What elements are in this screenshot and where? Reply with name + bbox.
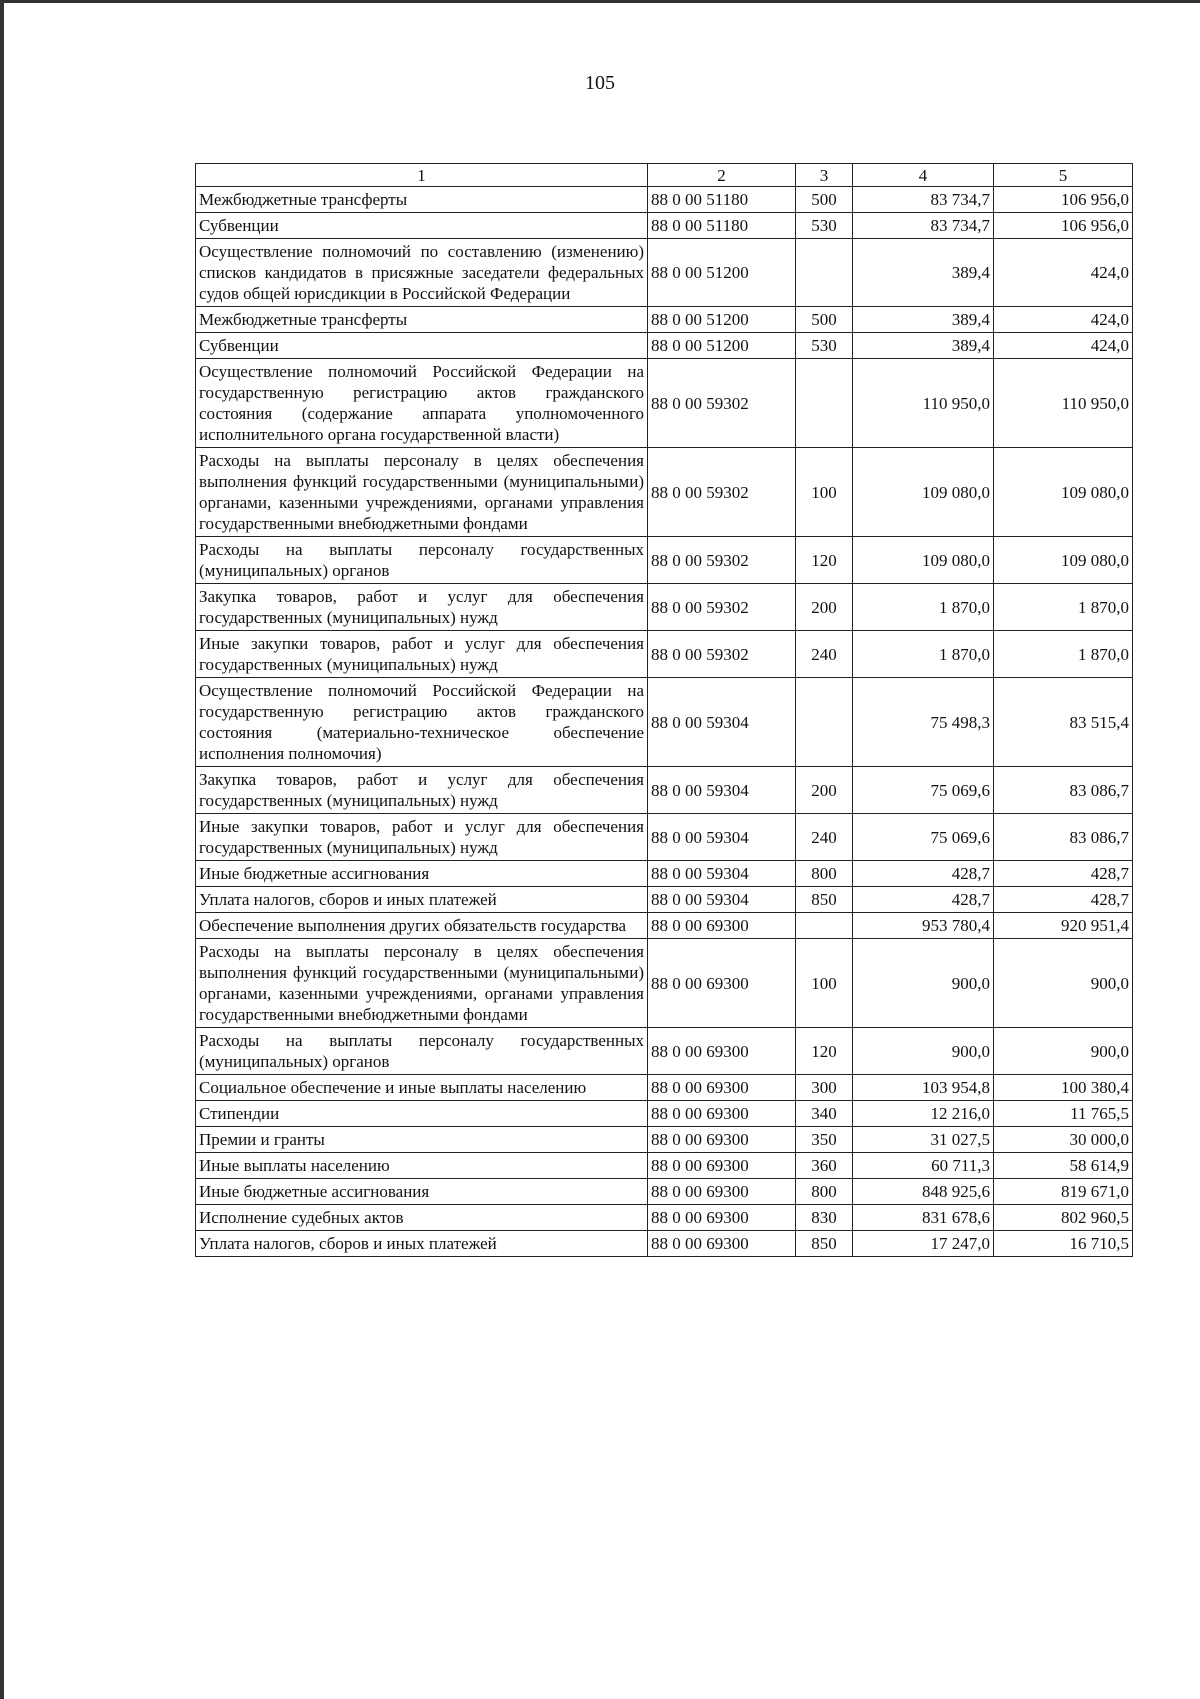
- amount-year-1-cell: 110 950,0: [853, 359, 994, 448]
- amount-year-1-cell: 848 925,6: [853, 1179, 994, 1205]
- target-code-cell: 88 0 00 69300: [648, 1075, 796, 1101]
- item-name-cell: Стипендии: [196, 1101, 648, 1127]
- amount-year-2-cell: 802 960,5: [994, 1205, 1133, 1231]
- amount-year-2-cell: 11 765,5: [994, 1101, 1133, 1127]
- target-code-cell: 88 0 00 69300: [648, 913, 796, 939]
- amount-year-2-cell: 819 671,0: [994, 1179, 1133, 1205]
- amount-year-2-cell: 900,0: [994, 939, 1133, 1028]
- table-row: [196, 448, 1133, 537]
- amount-year-2-cell: 83 086,7: [994, 767, 1133, 814]
- expense-type-cell: 360: [796, 1153, 853, 1179]
- header-col-3: 3: [796, 164, 853, 187]
- item-name-cell: Закупка товаров, работ и услуг для обеспечения государственных (муниципальных) нужд: [196, 584, 648, 631]
- amount-year-2-cell: 100 380,4: [994, 1075, 1133, 1101]
- target-code-cell: 88 0 00 59302: [648, 584, 796, 631]
- expense-type-cell: [796, 913, 853, 939]
- amount-year-2-cell: 424,0: [994, 333, 1133, 359]
- expense-type-cell: 350: [796, 1127, 853, 1153]
- header-col-1: 1: [196, 164, 648, 187]
- amount-year-1-cell: 1 870,0: [853, 584, 994, 631]
- scan-left-edge: [0, 0, 4, 1699]
- expense-type-cell: 120: [796, 537, 853, 584]
- item-name-cell: Закупка товаров, работ и услуг для обеспечения государственных (муниципальных) нужд: [196, 767, 648, 814]
- table-row: [196, 1127, 1133, 1153]
- target-code-cell: 88 0 00 51180: [648, 213, 796, 239]
- table-row: [196, 213, 1133, 239]
- amount-year-2-cell: 83 086,7: [994, 814, 1133, 861]
- table-row: [196, 1075, 1133, 1101]
- target-code-cell: 88 0 00 51200: [648, 333, 796, 359]
- amount-year-2-cell: 109 080,0: [994, 537, 1133, 584]
- table-row: [196, 939, 1133, 1028]
- table-row: [196, 187, 1133, 213]
- target-code-cell: 88 0 00 59304: [648, 814, 796, 861]
- target-code-cell: 88 0 00 69300: [648, 1231, 796, 1257]
- amount-year-1-cell: 389,4: [853, 307, 994, 333]
- expense-type-cell: 240: [796, 631, 853, 678]
- amount-year-2-cell: 106 956,0: [994, 187, 1133, 213]
- item-name-cell: Иные закупки товаров, работ и услуг для обеспечения государственных (муниципальных) нужд: [196, 631, 648, 678]
- expense-type-cell: 500: [796, 307, 853, 333]
- amount-year-1-cell: 900,0: [853, 939, 994, 1028]
- header-col-5: 5: [994, 164, 1133, 187]
- expense-type-cell: [796, 678, 853, 767]
- target-code-cell: 88 0 00 69300: [648, 1127, 796, 1153]
- target-code-cell: 88 0 00 59302: [648, 631, 796, 678]
- table-row: [196, 1205, 1133, 1231]
- item-name-cell: Уплата налогов, сборов и иных платежей: [196, 1231, 648, 1257]
- table-row: [196, 307, 1133, 333]
- expense-type-cell: 340: [796, 1101, 853, 1127]
- item-name-cell: Исполнение судебных актов: [196, 1205, 648, 1231]
- expense-type-cell: 200: [796, 584, 853, 631]
- item-name-cell: Иные бюджетные ассигнования: [196, 861, 648, 887]
- target-code-cell: 88 0 00 69300: [648, 939, 796, 1028]
- item-name-cell: Осуществление полномочий по составлению (изменению) списков кандидатов в присяжные заседатели федеральных судов общей юрисдикции в Российской Федерации: [196, 239, 648, 307]
- expense-type-cell: 100: [796, 448, 853, 537]
- target-code-cell: 88 0 00 51200: [648, 239, 796, 307]
- item-name-cell: Социальное обеспечение и иные выплаты населению: [196, 1075, 648, 1101]
- amount-year-1-cell: 389,4: [853, 239, 994, 307]
- table-row: [196, 359, 1133, 448]
- amount-year-2-cell: 16 710,5: [994, 1231, 1133, 1257]
- amount-year-2-cell: 109 080,0: [994, 448, 1133, 537]
- amount-year-1-cell: 428,7: [853, 861, 994, 887]
- item-name-cell: Межбюджетные трансферты: [196, 187, 648, 213]
- expense-type-cell: 100: [796, 939, 853, 1028]
- header-col-4: 4: [853, 164, 994, 187]
- amount-year-2-cell: 428,7: [994, 861, 1133, 887]
- table-body: [196, 187, 1133, 1257]
- amount-year-1-cell: 75 069,6: [853, 814, 994, 861]
- expense-type-cell: 120: [796, 1028, 853, 1075]
- table-row: [196, 333, 1133, 359]
- table-row: [196, 678, 1133, 767]
- amount-year-2-cell: 424,0: [994, 239, 1133, 307]
- item-name-cell: Премии и гранты: [196, 1127, 648, 1153]
- expense-type-cell: 200: [796, 767, 853, 814]
- amount-year-1-cell: 75 069,6: [853, 767, 994, 814]
- target-code-cell: 88 0 00 59304: [648, 767, 796, 814]
- expense-type-cell: 240: [796, 814, 853, 861]
- expense-type-cell: 800: [796, 861, 853, 887]
- target-code-cell: 88 0 00 59304: [648, 678, 796, 767]
- expense-type-cell: [796, 239, 853, 307]
- table-row: [196, 239, 1133, 307]
- budget-table: [195, 163, 1133, 1257]
- amount-year-2-cell: 428,7: [994, 887, 1133, 913]
- amount-year-2-cell: 30 000,0: [994, 1127, 1133, 1153]
- target-code-cell: 88 0 00 69300: [648, 1153, 796, 1179]
- expense-type-cell: 850: [796, 887, 853, 913]
- item-name-cell: Межбюджетные трансферты: [196, 307, 648, 333]
- target-code-cell: 88 0 00 59302: [648, 359, 796, 448]
- amount-year-1-cell: 900,0: [853, 1028, 994, 1075]
- expense-type-cell: 850: [796, 1231, 853, 1257]
- expense-type-cell: 300: [796, 1075, 853, 1101]
- amount-year-1-cell: 103 954,8: [853, 1075, 994, 1101]
- amount-year-2-cell: 424,0: [994, 307, 1133, 333]
- table-row: [196, 1153, 1133, 1179]
- target-code-cell: 88 0 00 59302: [648, 537, 796, 584]
- table-row: [196, 861, 1133, 887]
- item-name-cell: Субвенции: [196, 333, 648, 359]
- target-code-cell: 88 0 00 69300: [648, 1101, 796, 1127]
- target-code-cell: 88 0 00 59304: [648, 887, 796, 913]
- amount-year-1-cell: 109 080,0: [853, 448, 994, 537]
- table-row: [196, 767, 1133, 814]
- item-name-cell: Иные закупки товаров, работ и услуг для обеспечения государственных (муниципальных) нужд: [196, 814, 648, 861]
- expense-type-cell: 530: [796, 213, 853, 239]
- table-row: [196, 1231, 1133, 1257]
- table-row: [196, 537, 1133, 584]
- amount-year-2-cell: 1 870,0: [994, 584, 1133, 631]
- amount-year-1-cell: 12 216,0: [853, 1101, 994, 1127]
- expense-type-cell: 800: [796, 1179, 853, 1205]
- amount-year-1-cell: 1 870,0: [853, 631, 994, 678]
- expense-type-cell: 530: [796, 333, 853, 359]
- table-row: [196, 1101, 1133, 1127]
- item-name-cell: Субвенции: [196, 213, 648, 239]
- page-number: 105: [585, 72, 615, 94]
- expense-type-cell: [796, 359, 853, 448]
- amount-year-2-cell: 110 950,0: [994, 359, 1133, 448]
- item-name-cell: Расходы на выплаты персоналу государственных (муниципальных) органов: [196, 537, 648, 584]
- amount-year-1-cell: 60 711,3: [853, 1153, 994, 1179]
- item-name-cell: Иные выплаты населению: [196, 1153, 648, 1179]
- target-code-cell: 88 0 00 69300: [648, 1028, 796, 1075]
- item-name-cell: Иные бюджетные ассигнования: [196, 1179, 648, 1205]
- expense-type-cell: 500: [796, 187, 853, 213]
- item-name-cell: Уплата налогов, сборов и иных платежей: [196, 887, 648, 913]
- target-code-cell: 88 0 00 59304: [648, 861, 796, 887]
- target-code-cell: 88 0 00 69300: [648, 1205, 796, 1231]
- amount-year-2-cell: 106 956,0: [994, 213, 1133, 239]
- item-name-cell: Обеспечение выполнения других обязательств государства: [196, 913, 648, 939]
- amount-year-1-cell: 831 678,6: [853, 1205, 994, 1231]
- amount-year-1-cell: 83 734,7: [853, 187, 994, 213]
- amount-year-1-cell: 109 080,0: [853, 537, 994, 584]
- table-row: [196, 631, 1133, 678]
- table-row: [196, 913, 1133, 939]
- amount-year-1-cell: 428,7: [853, 887, 994, 913]
- item-name-cell: Осуществление полномочий Российской Федерации на государственную регистрацию актов гражданского состояния (содержание аппарата уполномоченного исполнительного органа государственной власти): [196, 359, 648, 448]
- table-row: [196, 887, 1133, 913]
- header-row: [196, 164, 1133, 187]
- item-name-cell: Расходы на выплаты персоналу в целях обеспечения выполнения функций государственными (муниципальными) органами, казенными учреждениями, органами управления государственными внебюджетными фондами: [196, 939, 648, 1028]
- target-code-cell: 88 0 00 69300: [648, 1179, 796, 1205]
- amount-year-2-cell: 83 515,4: [994, 678, 1133, 767]
- expense-type-cell: 830: [796, 1205, 853, 1231]
- table-row: [196, 1179, 1133, 1205]
- item-name-cell: Расходы на выплаты персоналу государственных (муниципальных) органов: [196, 1028, 648, 1075]
- scan-top-edge: [0, 0, 1200, 3]
- amount-year-2-cell: 900,0: [994, 1028, 1133, 1075]
- table-row: [196, 814, 1133, 861]
- amount-year-2-cell: 1 870,0: [994, 631, 1133, 678]
- table-row: [196, 584, 1133, 631]
- target-code-cell: 88 0 00 59302: [648, 448, 796, 537]
- header-col-2: 2: [648, 164, 796, 187]
- item-name-cell: Расходы на выплаты персоналу в целях обеспечения выполнения функций государственными (муниципальными) органами, казенными учреждениями, органами управления государственными внебюджетными фондами: [196, 448, 648, 537]
- amount-year-1-cell: 31 027,5: [853, 1127, 994, 1153]
- table-row: [196, 1028, 1133, 1075]
- target-code-cell: 88 0 00 51200: [648, 307, 796, 333]
- amount-year-1-cell: 75 498,3: [853, 678, 994, 767]
- amount-year-1-cell: 17 247,0: [853, 1231, 994, 1257]
- amount-year-1-cell: 953 780,4: [853, 913, 994, 939]
- amount-year-2-cell: 58 614,9: [994, 1153, 1133, 1179]
- target-code-cell: 88 0 00 51180: [648, 187, 796, 213]
- amount-year-1-cell: 83 734,7: [853, 213, 994, 239]
- amount-year-1-cell: 389,4: [853, 333, 994, 359]
- amount-year-2-cell: 920 951,4: [994, 913, 1133, 939]
- item-name-cell: Осуществление полномочий Российской Федерации на государственную регистрацию актов гражданского состояния (материально-техническое обеспечение исполнения полномочия): [196, 678, 648, 767]
